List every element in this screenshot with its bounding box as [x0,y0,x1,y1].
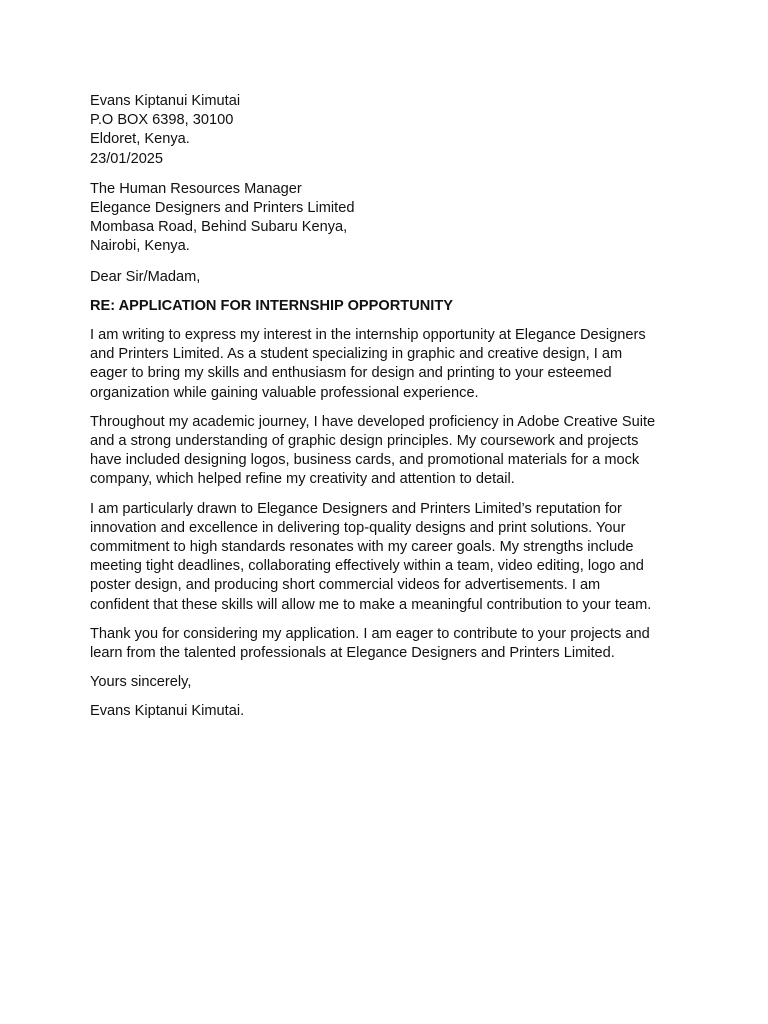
paragraph-line: poster design, and producing short commercial videos for advertisements. I am [90,577,601,594]
paragraph-1 [90,326,680,403]
sender-name: Evans Kiptanui Kimutai [90,93,241,109]
paragraph-line: company, which helped refine my creativity and attention to detail. [90,471,515,488]
recipient-street: Mombasa Road, Behind Subaru Kenya, [90,219,348,236]
paragraph-line: I am particularly drawn to Elegance Designers and Printers Limited’s reputation for [90,500,622,517]
paragraph-line: innovation and excellence in delivering top-quality designs and print solutions. Your [90,519,626,536]
recipient-address [90,180,680,257]
recipient-city: Nairobi, Kenya. [90,238,190,255]
salutation: Dear Sir/Madam, [90,268,201,285]
subject-line: RE: APPLICATION FOR INTERNSHIP OPPORTUNITY [90,297,453,314]
sender-city: Eldoret, Kenya. [90,131,190,148]
sender-address [90,92,680,169]
paragraph-line: I am writing to express my interest in the internship opportunity at Elegance Designers [90,327,646,344]
recipient-company: Elegance Designers and Printers Limited [90,200,355,217]
paragraph-4 [90,625,680,663]
letter-date: 23/01/2025 [90,150,164,167]
sender-po-box: P.O BOX 6398, 30100 [90,112,234,129]
paragraph-2 [90,413,680,490]
paragraph-line: commitment to high standards resonates with my career goals. My strengths include [90,539,634,556]
paragraph-line: organization while gaining valuable professional experience. [90,384,479,401]
paragraph-line: learn from the talented professionals at Elegance Designers and Printers Limited. [90,645,615,662]
letter-page [90,92,680,732]
paragraph-line: Thank you for considering my application. I am eager to contribute to your projects and [90,625,650,642]
paragraph-line: and Printers Limited. As a student specializing in graphic and creative design, I am [90,346,623,363]
signature: Evans Kiptanui Kimutai. [90,703,245,720]
paragraph-3 [90,500,680,615]
recipient-title: The Human Resources Manager [90,180,302,197]
paragraph-line: eager to bring my skills and enthusiasm for design and printing to your esteemed [90,365,612,382]
paragraph-line: and a strong understanding of graphic design principles. My coursework and projects [90,433,639,450]
paragraph-line: meeting tight deadlines, collaborating effectively within a team, video editing, logo and [90,558,644,575]
closing: Yours sincerely, [90,674,192,691]
paragraph-line: Throughout my academic journey, I have developed proficiency in Adobe Creative Suite [90,413,656,430]
paragraph-line: have included designing logos, business cards, and promotional materials for a mock [90,452,640,469]
paragraph-line: confident that these skills will allow me to make a meaningful contribution to your team. [90,596,652,613]
